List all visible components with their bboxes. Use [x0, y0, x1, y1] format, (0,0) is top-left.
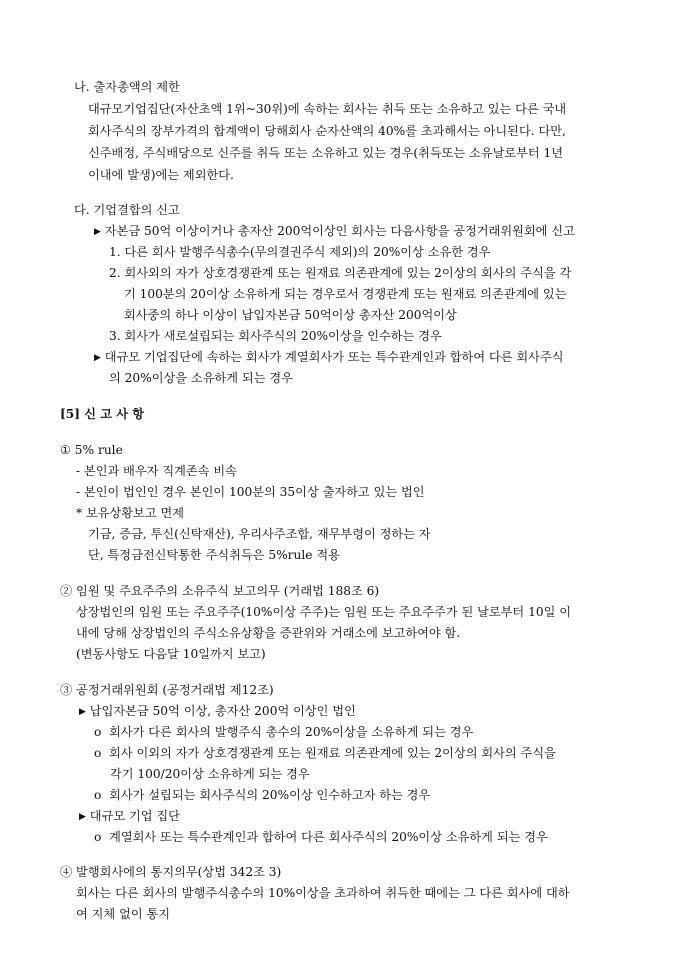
bullet-text: 자본금 50억 이상이거나 총자산 200억이상인 회사는 다음사항을 공정거래위원회에 신고 [104, 224, 575, 238]
triangle-bullet-icon: ▶ [94, 353, 101, 363]
section-5-heading: [5] 신 고 사 항 [60, 407, 145, 421]
circle-item [94, 726, 473, 738]
paragraph-line: 이내에 발생)에는 제외한다. [88, 168, 234, 182]
section-da-heading: 다. 기업결합의 신고 [74, 203, 180, 217]
triangle-bullet-icon: ▶ [79, 812, 86, 822]
bullet-line [94, 351, 564, 363]
item-4-heading: ④ 발행회사에의 통지의무(상법 342조 3) [60, 865, 282, 879]
note-detail: 단, 특정금전신탁통한 주식취득은 5%rule 적용 [88, 548, 340, 562]
circle-item-continuation: 각기 100/20이상 소유하게 되는 경우 [110, 767, 310, 781]
list-item: 2. 회사외의 자가 상호경쟁관계 또는 원재료 의존관계에 있는 2이상의 회사의 주식을 각 [109, 266, 572, 280]
bullet-continuation: 의 20%이상을 소유하게 되는 경우 [109, 371, 293, 385]
triangle-bullet-icon: ▶ [79, 707, 86, 717]
bullet-line [79, 705, 356, 717]
circle-item [94, 747, 556, 759]
item-1-heading: ① 5% rule [60, 443, 123, 457]
circle-bullet-icon: o [94, 725, 102, 739]
circle-bullet-icon: o [94, 830, 102, 844]
circle-bullet-icon: o [94, 788, 102, 802]
bullet-line [79, 810, 180, 822]
list-item-continuation: 회사중의 하나 이상이 납입자본금 50억이상 총자산 200억이상 [124, 308, 457, 322]
circle-item [94, 789, 430, 801]
note-detail: 기금, 증금, 투신(신탁재산), 우리사주조합, 재무부령이 정하는 자 [88, 527, 431, 541]
bullet-text: 납입자본금 50억 이상, 총자산 200억 이상인 법인 [89, 704, 356, 718]
circle-item-text: 회사 이외의 자가 상호경쟁관계 또는 원재료 의존관계에 있는 2이상의 회사의 주식을 [109, 746, 556, 760]
item-2-heading: ② 임원 및 주요주주의 소유주식 보고의무 (거래법 188조 6) [60, 584, 380, 598]
triangle-bullet-icon: ▶ [94, 227, 101, 237]
paragraph-line: 상장법인의 임원 또는 주요주주(10%이상 주주)는 임원 또는 주요주주가 된 날로부터 10일 이 [76, 605, 572, 619]
list-item: 3. 회사가 새로설립되는 회사주식의 20%이상을 인수하는 경우 [109, 329, 442, 343]
section-na-heading: 나. 출자총액의 제한 [74, 80, 180, 94]
note-line: * 보유상황보고 면제 [76, 506, 185, 520]
bullet-line [94, 225, 575, 237]
circle-item-text: 회사가 다른 회사의 발행주식 총수의 20%이상을 소유하게 되는 경우 [109, 725, 474, 739]
dash-line: - 본인이 법인인 경우 본인이 100분의 35이상 출자하고 있는 법인 [76, 485, 425, 499]
circle-bullet-icon: o [94, 746, 102, 760]
item-3-heading: ③ 공정거래위원회 (공정거래법 제12조) [60, 683, 274, 697]
paragraph-line: 회사는 다른 회사의 발행주식총수의 10%이상을 초과하여 취득한 때에는 그 다른 회사에 대하 [76, 886, 570, 900]
paragraph-line: (변동사항도 다음달 10일까지 보고) [76, 647, 266, 661]
paragraph-line: 신주배정, 주식배당으로 신주를 취득 또는 소유하고 있는 경우(취득또는 소유날로부터 1년 [88, 146, 564, 160]
paragraph-line: 내에 당해 상장법인의 주식소유상황을 증관위와 거래소에 보고하여야 함. [76, 626, 461, 640]
circle-item [94, 831, 548, 843]
list-item-continuation: 기 100분의 20이상 소유하게 되는 경우로서 경쟁관계 또는 원재료 의존관계에 있는 [124, 287, 567, 301]
bullet-text: 대규모 기업 집단 [89, 809, 180, 823]
paragraph-line: 여 지체 없이 통지 [76, 907, 171, 921]
circle-item-text: 회사가 설립되는 회사주식의 20%이상 인수하고자 하는 경우 [109, 788, 431, 802]
paragraph-line: 회사주식의 장부가격의 합계액이 당해회사 순자산액의 40%를 초과해서는 아니된다. 다만, [88, 124, 566, 138]
bullet-text: 대규모 기업집단에 속하는 회사가 계열회사가 또는 특수관계인과 합하여 다른 회사주식 [104, 350, 564, 364]
paragraph-line: 대규모기업집단(자산초액 1위~30위)에 속하는 회사는 취득 또는 소유하고 있는 다른 국내 [88, 102, 567, 116]
dash-line: - 본인과 배우자 직계존속 비속 [76, 464, 237, 478]
circle-item-text: 계열회사 또는 특수관계인과 합하여 다른 회사주식의 20%이상 소유하게 되는 경우 [109, 830, 548, 844]
list-item: 1. 다른 회사 발행주식총수(무의결권주식 제외)의 20%이상 소유한 경우 [109, 245, 491, 259]
